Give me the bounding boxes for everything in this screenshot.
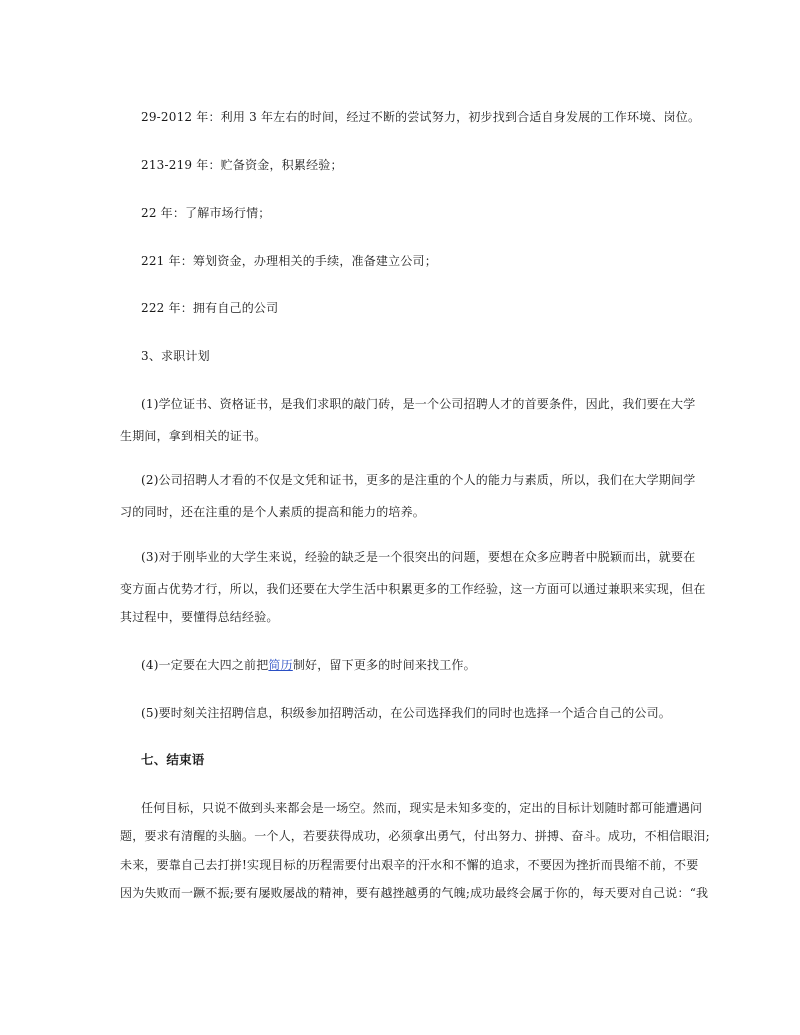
plan-line-1: 29-2012 年：利用 3 年左右的时间，经过不断的尝试努力，初步找到合适自身发展的工作环境、岗位。 (141, 110, 701, 124)
plan-line-3: 22 年：了解市场行情； (141, 206, 271, 220)
item-2-line-2: 习的同时，还在注重的是个人素质的提高和能力的培养。 (120, 505, 426, 519)
item-3-line-3: 其过程中，要懂得总结经验。 (120, 610, 279, 624)
conclusion-line-2: 题，要求有清醒的头脑。一个人，若要获得成功，必须拿出勇气，付出努力、拼搏、奋斗。成功，不相信眼泪; (120, 829, 710, 843)
conclusion-line-1: 任何目标，只说不做到头来都会是一场空。然而，现实是未知多变的，定出的目标计划随时都可能遭遇问 (141, 801, 703, 815)
plan-line-4: 221 年：筹划资金，办理相关的手续，准备建立公司； (141, 254, 437, 268)
item-3-line-2: 变方面占优势才行，所以，我们还要在大学生活中积累更多的工作经验，这一方面可以通过兼职来实现，但在 (120, 582, 706, 596)
section-title-job-plan: 3、求职计划 (141, 349, 210, 363)
item-4-line (141, 657, 476, 673)
item-4-text-after: 制好，留下更多的时间来找工作。 (292, 658, 476, 672)
item-4-text-before: (4)一定要在大四之前把 (141, 658, 269, 672)
plan-line-2: 213-219 年：贮备资金，积累经验； (141, 158, 343, 172)
conclusion-line-4: 因为失败而一蹶不振;要有屡败屡战的精神，要有越挫越勇的气魄;成功最终会属于你的，每天要对自己说：“我 (120, 886, 709, 900)
resume-link[interactable]: 简历 (268, 658, 293, 672)
conclusion-line-3: 未来，要靠自己去打拼!实现目标的历程需要付出艰辛的汗水和不懈的追求，不要因为挫折而畏缩不前，不要 (120, 858, 699, 872)
item-3-line-1: (3)对于刚毕业的大学生来说，经验的缺乏是一个很突出的问题，要想在众多应聘者中脱颖而出，就要在 (141, 550, 696, 564)
plan-line-5: 222 年：拥有自己的公司 (141, 301, 279, 315)
item-5-line: (5)要时刻关注招聘信息，积级参加招聘活动，在公司选择我们的同时也选择一个适合自己的公司。 (141, 706, 672, 720)
item-1-line-1: (1)学位证书、资格证书，是我们求职的敲门砖，是一个公司招聘人才的首要条件，因此，我们要在大学 (141, 397, 696, 411)
item-1-line-2: 生期间，拿到相关的证书。 (120, 429, 267, 443)
conclusion-heading: 七、结束语 (141, 752, 205, 767)
item-2-line-1: (2)公司招聘人才看的不仅是文凭和证书，更多的是注重的个人的能力与素质，所以，我们在大学期间学 (141, 473, 696, 487)
